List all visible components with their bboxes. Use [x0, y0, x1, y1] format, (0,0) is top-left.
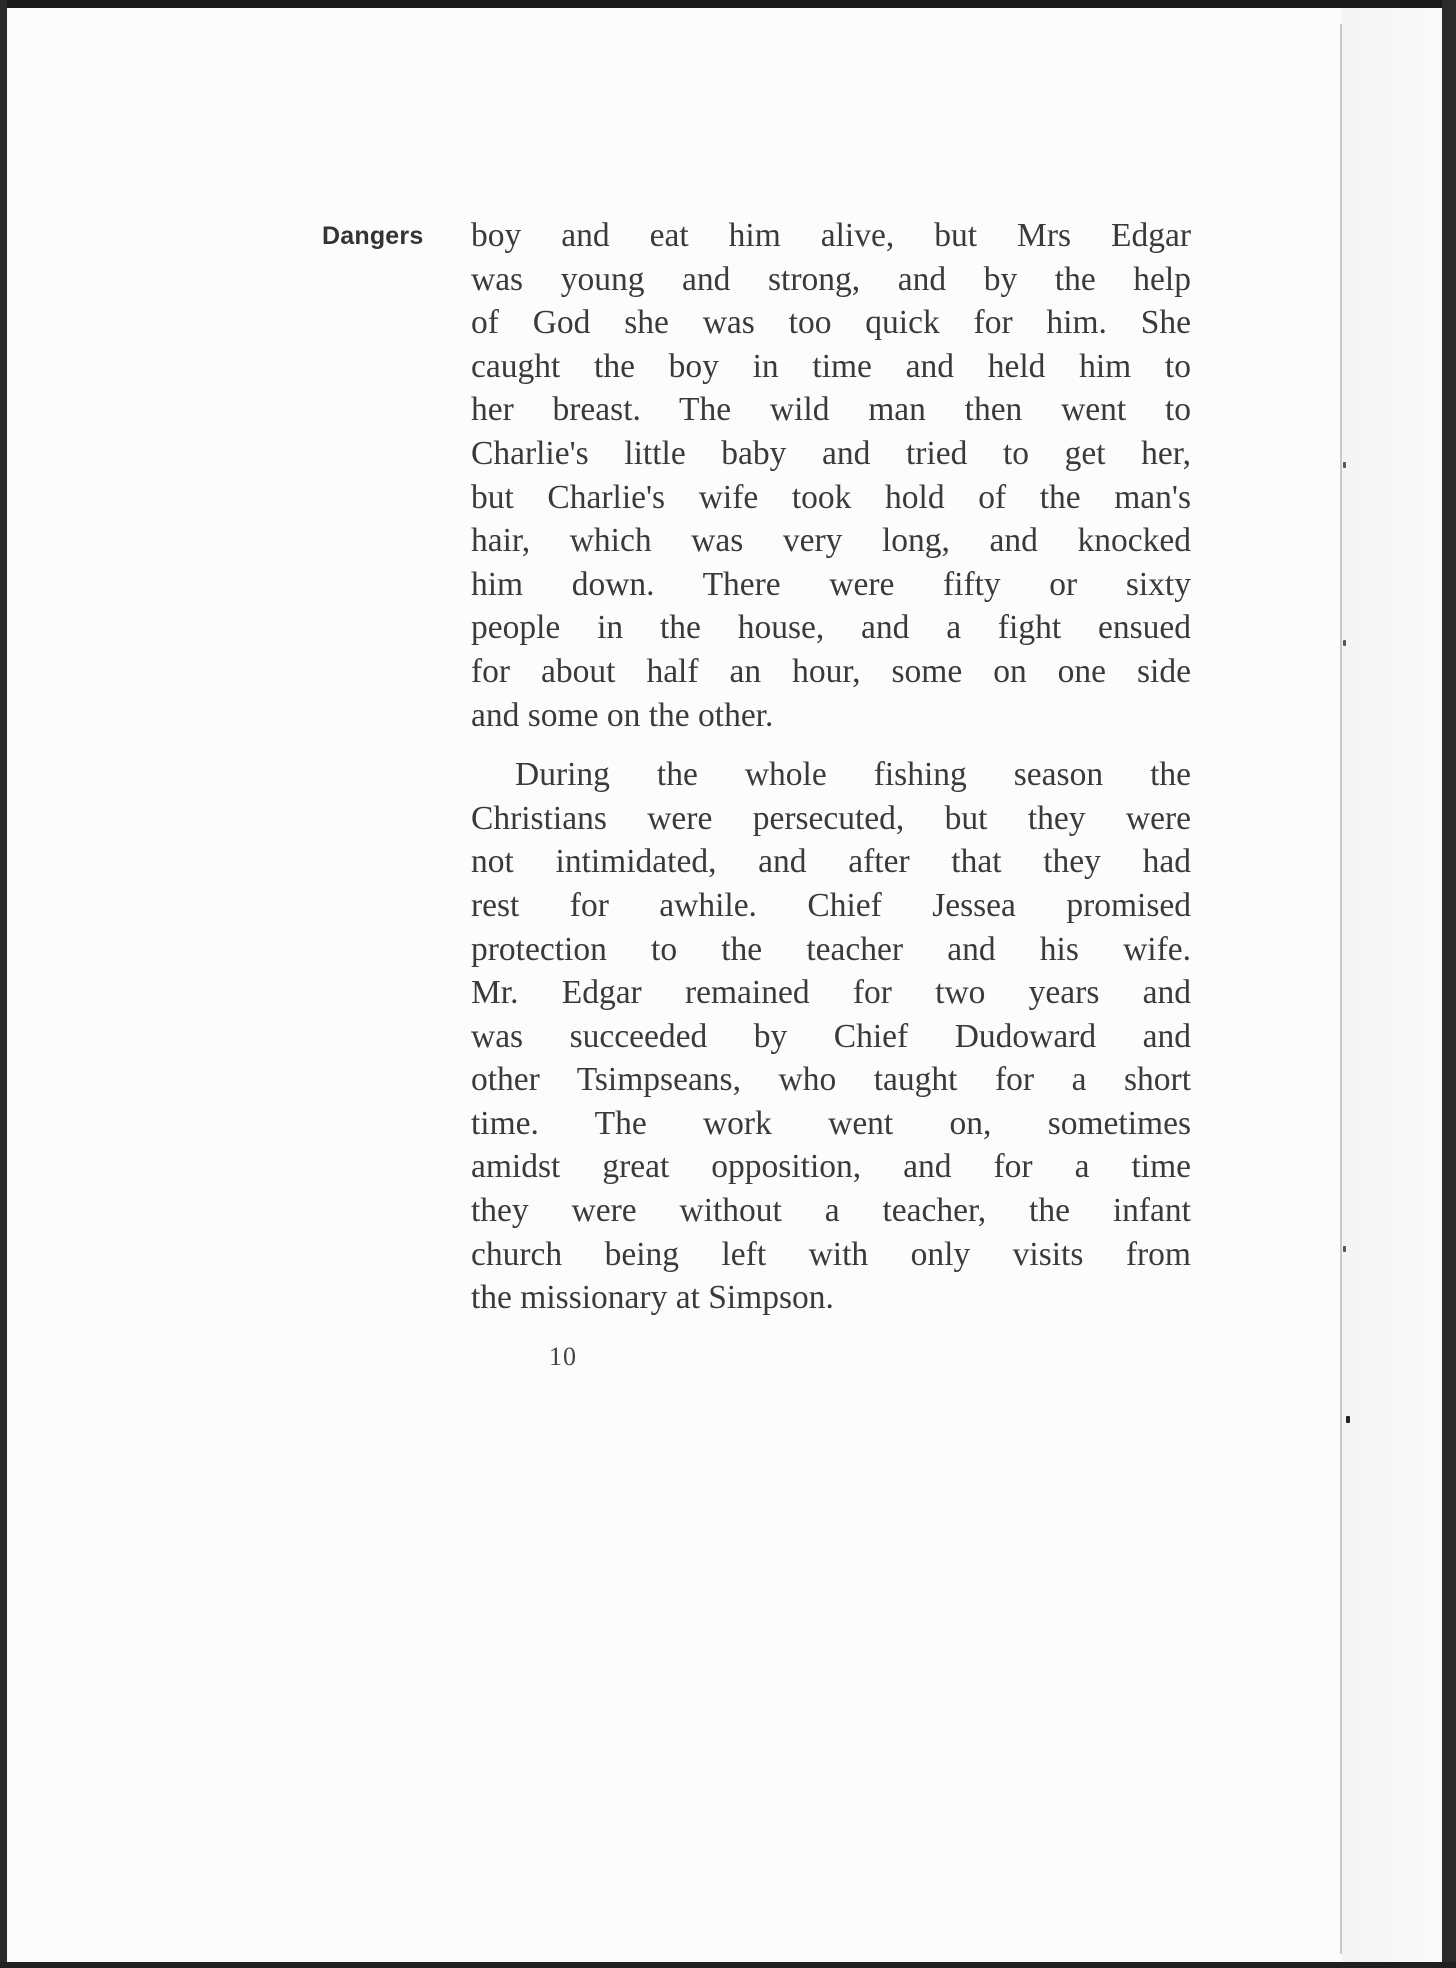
text-line: boy and eat him alive, but Mrs Edgar	[471, 217, 1191, 254]
paragraph-gap	[471, 737, 1191, 753]
page-number: 10	[549, 1342, 577, 1371]
margin-note: Dangers	[322, 222, 424, 250]
text-line: for about half an hour, some on one side	[471, 652, 1191, 690]
scan-speck	[1343, 462, 1346, 468]
text-line: Christians were persecuted, but they were	[471, 799, 1191, 837]
paragraph	[471, 214, 1191, 737]
text-line: not intimidated, and after that they had	[471, 843, 1191, 881]
text-line: her breast. The wild man then went to	[471, 391, 1191, 429]
text-line: him down. There were fifty or sixty	[471, 565, 1191, 603]
text-line: rest for awhile. Chief Jessea promised	[471, 886, 1191, 924]
text-line: hair, which was very long, and knocked	[471, 522, 1191, 560]
paragraph	[471, 753, 1191, 1320]
scan-speck	[1343, 1246, 1346, 1252]
text-line: people in the house, and a fight ensued	[471, 609, 1191, 647]
scan-border-bottom	[0, 1962, 1456, 1968]
text-line: Charlie's little baby and tried to get her,	[471, 434, 1191, 472]
text-line: was young and strong, and by the help	[471, 260, 1191, 298]
text-line: but Charlie's wife took hold of the man's	[471, 478, 1191, 516]
page-fold-line	[1340, 24, 1342, 1954]
scan-border-top	[0, 0, 1456, 8]
text-line: time. The work went on, sometimes	[471, 1104, 1191, 1142]
text-line: During the whole fishing season the	[515, 756, 1191, 794]
scan-border-right	[1442, 0, 1456, 1968]
text-line: of God she was too quick for him. She	[471, 304, 1191, 342]
page-fold-shadow	[1342, 8, 1442, 1962]
scan-speck	[1346, 1416, 1350, 1423]
text-line: church being left with only visits from	[471, 1235, 1191, 1273]
text-line: was succeeded by Chief Dudoward and	[471, 1017, 1191, 1055]
body-text	[471, 214, 1191, 1320]
text-line: Mr. Edgar remained for two years and	[471, 974, 1191, 1012]
text-line: and some on the other.	[471, 696, 774, 734]
scan-border-left	[0, 0, 7, 1968]
text-line: other Tsimpseans, who taught for a short	[471, 1061, 1191, 1099]
text-line: the missionary at Simpson.	[471, 1279, 834, 1317]
text-line: they were without a teacher, the infant	[471, 1192, 1191, 1230]
text-line: protection to the teacher and his wife.	[471, 930, 1191, 968]
scan-speck	[1343, 640, 1346, 646]
text-line: caught the boy in time and held him to	[471, 347, 1191, 385]
text-line: amidst great opposition, and for a time	[471, 1148, 1191, 1186]
